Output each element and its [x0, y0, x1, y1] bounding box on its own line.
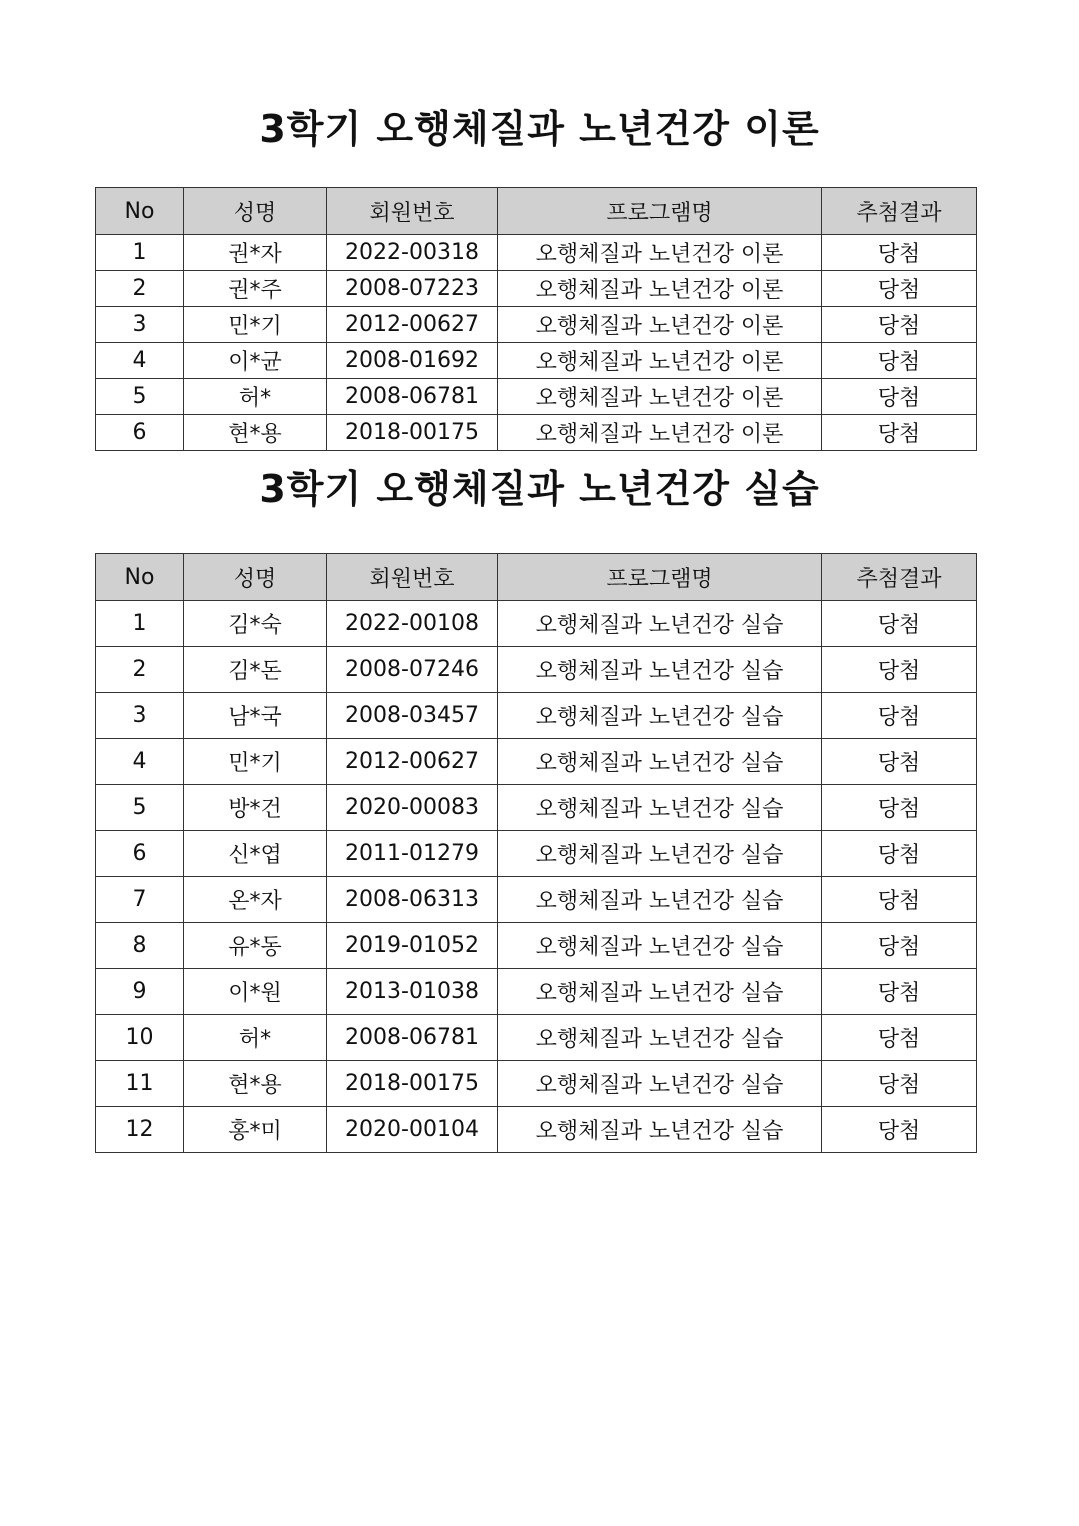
cell-no: 4 [96, 739, 184, 785]
cell-program: 오행체질과 노년건강 실습 [498, 1061, 822, 1107]
table-row [96, 1061, 977, 1107]
column-header-member-id: 회원번호 [327, 554, 498, 601]
cell-no: 3 [96, 693, 184, 739]
cell-result: 당첨 [822, 877, 977, 923]
table-header-row [96, 188, 977, 235]
table-row [96, 379, 977, 415]
cell-program: 오행체질과 노년건강 실습 [498, 1107, 822, 1153]
cell-program: 오행체질과 노년건강 이론 [498, 235, 822, 271]
cell-result: 당첨 [822, 415, 977, 451]
cell-member-id: 2008-01692 [327, 343, 498, 379]
table-row [96, 969, 977, 1015]
cell-member-id: 2018-00175 [327, 1061, 498, 1107]
cell-result: 당첨 [822, 307, 977, 343]
table-row [96, 1015, 977, 1061]
cell-no: 2 [96, 647, 184, 693]
cell-name: 방*건 [184, 785, 327, 831]
cell-program: 오행체질과 노년건강 이론 [498, 379, 822, 415]
table-row [96, 1107, 977, 1153]
cell-result: 당첨 [822, 1061, 977, 1107]
cell-program: 오행체질과 노년건강 이론 [498, 307, 822, 343]
column-header-name: 성명 [184, 554, 327, 601]
cell-program: 오행체질과 노년건강 실습 [498, 785, 822, 831]
cell-name: 현*용 [184, 415, 327, 451]
cell-name: 민*기 [184, 307, 327, 343]
cell-no: 3 [96, 307, 184, 343]
cell-result: 당첨 [822, 923, 977, 969]
cell-program: 오행체질과 노년건강 이론 [498, 343, 822, 379]
table-row [96, 415, 977, 451]
cell-program: 오행체질과 노년건강 실습 [498, 647, 822, 693]
section-title-theory: 3학기 오행체질과 노년건강 이론 [259, 107, 820, 151]
results-table-theory [95, 187, 977, 451]
cell-no: 5 [96, 379, 184, 415]
cell-no: 10 [96, 1015, 184, 1061]
cell-name: 온*자 [184, 877, 327, 923]
cell-name: 김*숙 [184, 601, 327, 647]
table-header-row [96, 554, 977, 601]
cell-result: 당첨 [822, 647, 977, 693]
column-header-no: No [96, 188, 184, 235]
cell-member-id: 2012-00627 [327, 307, 498, 343]
cell-member-id: 2020-00104 [327, 1107, 498, 1153]
table-row [96, 271, 977, 307]
cell-member-id: 2018-00175 [327, 415, 498, 451]
cell-member-id: 2022-00318 [327, 235, 498, 271]
cell-name: 이*원 [184, 969, 327, 1015]
results-table-practice [95, 553, 977, 1153]
cell-program: 오행체질과 노년건강 실습 [498, 877, 822, 923]
cell-name: 남*국 [184, 693, 327, 739]
column-header-result: 추첨결과 [822, 554, 977, 601]
cell-member-id: 2012-00627 [327, 739, 498, 785]
cell-name: 유*동 [184, 923, 327, 969]
cell-name: 이*균 [184, 343, 327, 379]
cell-no: 8 [96, 923, 184, 969]
cell-member-id: 2022-00108 [327, 601, 498, 647]
cell-member-id: 2008-07246 [327, 647, 498, 693]
cell-result: 당첨 [822, 739, 977, 785]
cell-member-id: 2020-00083 [327, 785, 498, 831]
cell-name: 홍*미 [184, 1107, 327, 1153]
cell-no: 6 [96, 831, 184, 877]
cell-name: 허* [184, 379, 327, 415]
cell-member-id: 2008-06313 [327, 877, 498, 923]
cell-program: 오행체질과 노년건강 실습 [498, 969, 822, 1015]
cell-name: 현*용 [184, 1061, 327, 1107]
table-row [96, 235, 977, 271]
cell-program: 오행체질과 노년건강 실습 [498, 923, 822, 969]
cell-program: 오행체질과 노년건강 실습 [498, 831, 822, 877]
cell-no: 4 [96, 343, 184, 379]
cell-program: 오행체질과 노년건강 실습 [498, 1015, 822, 1061]
section-title-practice: 3학기 오행체질과 노년건강 실습 [259, 467, 820, 511]
cell-member-id: 2019-01052 [327, 923, 498, 969]
cell-member-id: 2013-01038 [327, 969, 498, 1015]
column-header-name: 성명 [184, 188, 327, 235]
cell-no: 1 [96, 601, 184, 647]
cell-name: 권*주 [184, 271, 327, 307]
cell-result: 당첨 [822, 1015, 977, 1061]
cell-name: 민*기 [184, 739, 327, 785]
cell-no: 7 [96, 877, 184, 923]
column-header-program: 프로그램명 [498, 188, 822, 235]
cell-member-id: 2008-06781 [327, 379, 498, 415]
cell-program: 오행체질과 노년건강 이론 [498, 271, 822, 307]
cell-result: 당첨 [822, 831, 977, 877]
cell-name: 권*자 [184, 235, 327, 271]
cell-no: 1 [96, 235, 184, 271]
cell-no: 11 [96, 1061, 184, 1107]
table-row [96, 831, 977, 877]
table-row [96, 343, 977, 379]
cell-result: 당첨 [822, 379, 977, 415]
cell-result: 당첨 [822, 693, 977, 739]
table-row [96, 785, 977, 831]
cell-name: 신*엽 [184, 831, 327, 877]
table-row [96, 739, 977, 785]
cell-no: 5 [96, 785, 184, 831]
table-row [96, 601, 977, 647]
cell-member-id: 2008-06781 [327, 1015, 498, 1061]
table-row [96, 923, 977, 969]
column-header-no: No [96, 554, 184, 601]
cell-no: 6 [96, 415, 184, 451]
cell-program: 오행체질과 노년건강 이론 [498, 415, 822, 451]
cell-member-id: 2008-03457 [327, 693, 498, 739]
cell-result: 당첨 [822, 601, 977, 647]
cell-program: 오행체질과 노년건강 실습 [498, 739, 822, 785]
table-row [96, 693, 977, 739]
cell-name: 김*돈 [184, 647, 327, 693]
cell-result: 당첨 [822, 1107, 977, 1153]
cell-result: 당첨 [822, 343, 977, 379]
cell-no: 2 [96, 271, 184, 307]
table-row [96, 307, 977, 343]
table-row [96, 647, 977, 693]
column-header-member-id: 회원번호 [327, 188, 498, 235]
cell-member-id: 2008-07223 [327, 271, 498, 307]
column-header-program: 프로그램명 [498, 554, 822, 601]
cell-result: 당첨 [822, 271, 977, 307]
table-row [96, 877, 977, 923]
cell-result: 당첨 [822, 969, 977, 1015]
cell-no: 9 [96, 969, 184, 1015]
cell-name: 허* [184, 1015, 327, 1061]
cell-member-id: 2011-01279 [327, 831, 498, 877]
cell-result: 당첨 [822, 235, 977, 271]
cell-program: 오행체질과 노년건강 실습 [498, 693, 822, 739]
cell-no: 12 [96, 1107, 184, 1153]
cell-result: 당첨 [822, 785, 977, 831]
column-header-result: 추첨결과 [822, 188, 977, 235]
cell-program: 오행체질과 노년건강 실습 [498, 601, 822, 647]
